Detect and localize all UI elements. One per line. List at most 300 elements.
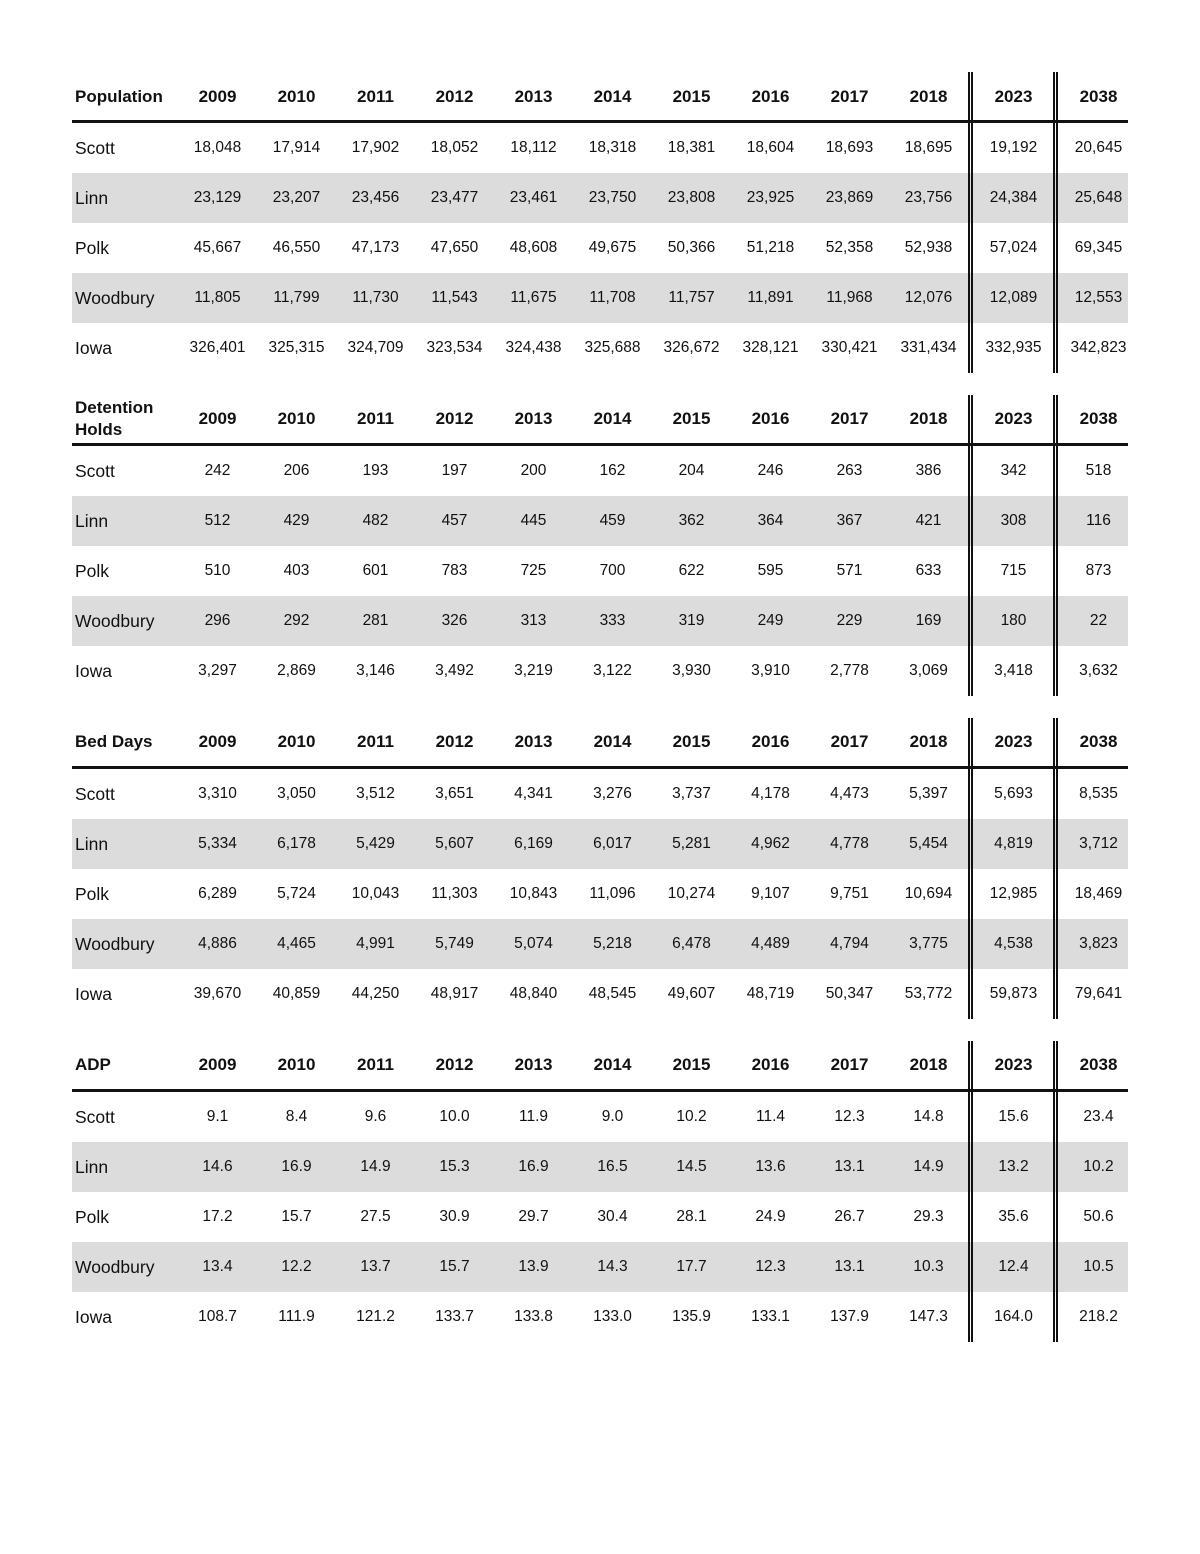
row-label: Iowa — [75, 660, 112, 681]
data-cell: 5,281 — [672, 835, 711, 852]
data-cell: 246 — [757, 462, 784, 479]
data-cell: 197 — [441, 462, 468, 479]
data-cell: 6,178 — [277, 835, 316, 852]
data-cell: 11,096 — [589, 885, 636, 902]
projection-cell: 12,553 — [1074, 289, 1123, 306]
data-cell: 10.0 — [439, 1108, 470, 1125]
data-cell: 323,534 — [426, 339, 483, 356]
data-cell: 5,724 — [277, 885, 316, 902]
data-cell: 3,492 — [435, 662, 474, 679]
row-label: Polk — [75, 883, 110, 904]
double-rule-divider — [1053, 718, 1058, 1019]
data-cell: 133.1 — [751, 1308, 790, 1325]
row-label: Scott — [75, 1106, 115, 1127]
data-cell: 512 — [204, 512, 231, 529]
data-cell: 11,891 — [747, 289, 794, 306]
data-cell: 24.9 — [755, 1208, 786, 1225]
data-cell: 23,925 — [746, 189, 795, 206]
table-detention-holds — [72, 395, 1128, 696]
year-header: 2018 — [909, 1055, 948, 1074]
data-cell: 46,550 — [272, 239, 321, 256]
data-cell: 23,477 — [430, 189, 479, 206]
data-cell: 18,112 — [510, 139, 557, 156]
data-cell: 4,341 — [514, 785, 553, 802]
projection-cell: 18,469 — [1074, 885, 1123, 902]
projection-cell: 13.2 — [998, 1158, 1029, 1175]
projection-cell: 164.0 — [994, 1308, 1033, 1325]
data-cell: 14.9 — [360, 1158, 391, 1175]
double-rule-divider — [1053, 1041, 1058, 1342]
data-cell: 3,069 — [909, 662, 948, 679]
data-cell: 47,650 — [430, 239, 479, 256]
year-header: 2017 — [830, 409, 869, 428]
double-rule-divider — [968, 1041, 973, 1342]
year-header: 2018 — [909, 732, 948, 751]
row-label: Polk — [75, 237, 110, 258]
data-cell: 10.2 — [676, 1108, 707, 1125]
data-cell: 9,751 — [830, 885, 869, 902]
year-header: 2012 — [435, 732, 474, 751]
data-cell: 133.8 — [514, 1308, 553, 1325]
projection-cell: 12,985 — [989, 885, 1038, 902]
data-cell: 18,052 — [430, 139, 479, 156]
data-cell: 13.7 — [360, 1258, 391, 1275]
projection-cell: 24,384 — [989, 189, 1038, 206]
double-rule-divider — [968, 72, 973, 373]
data-cell: 26.7 — [834, 1208, 865, 1225]
data-cell: 30.4 — [597, 1208, 628, 1225]
data-cell: 249 — [757, 612, 784, 629]
data-cell: 23,869 — [825, 189, 874, 206]
year-header: 2012 — [435, 409, 474, 428]
year-header: 2012 — [435, 87, 474, 106]
data-cell: 725 — [520, 562, 547, 579]
year-header: 2010 — [277, 409, 316, 428]
projection-cell: 5,693 — [994, 785, 1033, 802]
year-header: 2009 — [198, 732, 237, 751]
data-cell: 10,843 — [509, 885, 558, 902]
data-cell: 29.7 — [518, 1208, 549, 1225]
data-cell: 510 — [204, 562, 231, 579]
row-label: Iowa — [75, 1306, 112, 1327]
data-cell: 4,962 — [751, 835, 790, 852]
data-cell: 3,122 — [593, 662, 632, 679]
data-cell: 457 — [441, 512, 468, 529]
double-rule-divider — [1053, 72, 1058, 373]
data-cell: 16.9 — [518, 1158, 549, 1175]
data-cell: 10.3 — [913, 1258, 944, 1275]
data-cell: 11,675 — [510, 289, 557, 306]
data-cell: 9,107 — [751, 885, 790, 902]
data-cell: 4,489 — [751, 935, 790, 952]
projection-cell: 15.6 — [998, 1108, 1029, 1125]
data-cell: 5,454 — [909, 835, 948, 852]
data-cell: 18,604 — [746, 139, 795, 156]
data-cell: 23,129 — [193, 189, 242, 206]
data-cell: 6,289 — [198, 885, 237, 902]
data-cell: 48,545 — [588, 985, 637, 1002]
data-cell: 50,366 — [667, 239, 716, 256]
data-cell: 11.9 — [518, 1108, 549, 1125]
projection-cell: 12,089 — [989, 289, 1038, 306]
data-cell: 242 — [204, 462, 231, 479]
data-cell: 421 — [915, 512, 942, 529]
year-header: 2011 — [357, 732, 394, 751]
data-cell: 11,708 — [589, 289, 636, 306]
row-label: Linn — [75, 1156, 109, 1177]
table-title: Detention Holds — [75, 398, 154, 439]
data-cell: 48,917 — [430, 985, 479, 1002]
year-header: 2010 — [277, 87, 316, 106]
year-header: 2016 — [751, 87, 790, 106]
data-cell: 292 — [283, 612, 310, 629]
row-label: Scott — [75, 460, 115, 481]
tables-page — [72, 72, 1128, 1364]
data-cell: 13.6 — [755, 1158, 786, 1175]
row-label: Polk — [75, 1206, 110, 1227]
year-header: 2015 — [672, 87, 711, 106]
projection-cell: 19,192 — [989, 139, 1038, 156]
data-cell: 12.3 — [834, 1108, 865, 1125]
data-cell: 23,750 — [588, 189, 637, 206]
year-header: 2013 — [514, 1055, 553, 1074]
data-cell: 17,902 — [351, 139, 400, 156]
data-cell: 324,709 — [347, 339, 404, 356]
data-cell: 571 — [836, 562, 863, 579]
projection-cell: 8,535 — [1079, 785, 1118, 802]
year-header: 2015 — [672, 1055, 711, 1074]
projection-cell: 12.4 — [998, 1258, 1029, 1275]
data-cell: 169 — [915, 612, 942, 629]
data-cell: 622 — [678, 562, 705, 579]
data-cell: 18,048 — [193, 139, 242, 156]
data-cell: 11,799 — [273, 289, 320, 306]
data-cell: 3,512 — [356, 785, 395, 802]
data-cell: 4,778 — [830, 835, 869, 852]
year-header: 2010 — [277, 1055, 316, 1074]
data-cell: 3,219 — [514, 662, 553, 679]
year-header: 2015 — [672, 409, 711, 428]
data-cell: 263 — [836, 462, 863, 479]
data-cell: 48,608 — [509, 239, 558, 256]
projection-cell: 20,645 — [1074, 139, 1123, 156]
data-cell: 29.3 — [913, 1208, 944, 1225]
data-cell: 147.3 — [909, 1308, 948, 1325]
data-cell: 3,910 — [751, 662, 790, 679]
year-header: 2014 — [593, 732, 632, 751]
year-header: 2013 — [514, 87, 553, 106]
data-cell: 17.2 — [202, 1208, 233, 1225]
year-header: 2009 — [198, 409, 237, 428]
row-label: Woodbury — [75, 610, 155, 631]
row-label: Linn — [75, 510, 109, 531]
year-header: 2010 — [277, 732, 316, 751]
year-header: 2013 — [514, 409, 553, 428]
data-cell: 48,840 — [509, 985, 558, 1002]
projection-cell: 69,345 — [1074, 239, 1123, 256]
data-cell: 39,670 — [193, 985, 242, 1002]
data-cell: 111.9 — [278, 1308, 315, 1325]
data-cell: 13.1 — [834, 1158, 865, 1175]
data-cell: 403 — [283, 562, 310, 579]
row-label: Linn — [75, 187, 109, 208]
projection-cell: 59,873 — [989, 985, 1038, 1002]
row-label: Woodbury — [75, 1256, 155, 1277]
data-cell: 23,461 — [509, 189, 558, 206]
data-cell: 296 — [204, 612, 231, 629]
projection-cell: 10.2 — [1083, 1158, 1114, 1175]
data-cell: 633 — [915, 562, 942, 579]
projection-cell: 873 — [1085, 562, 1112, 579]
data-cell: 14.3 — [597, 1258, 628, 1275]
data-cell: 18,318 — [588, 139, 637, 156]
data-cell: 121.2 — [356, 1308, 395, 1325]
data-cell: 137.9 — [830, 1308, 869, 1325]
data-cell: 328,121 — [742, 339, 799, 356]
projection-cell: 180 — [1000, 612, 1027, 629]
double-rule-divider — [968, 395, 973, 696]
data-cell: 49,675 — [588, 239, 637, 256]
data-cell: 206 — [283, 462, 310, 479]
data-cell: 17.7 — [676, 1258, 707, 1275]
projection-header: 2023 — [994, 732, 1033, 751]
data-cell: 50,347 — [825, 985, 874, 1002]
row-label: Polk — [75, 560, 110, 581]
data-cell: 18,695 — [904, 139, 953, 156]
row-label: Scott — [75, 137, 115, 158]
data-cell: 14.5 — [676, 1158, 707, 1175]
projection-cell: 116 — [1086, 512, 1111, 529]
data-cell: 8.4 — [285, 1108, 308, 1125]
data-cell: 133.7 — [435, 1308, 474, 1325]
data-cell: 9.6 — [364, 1108, 387, 1125]
table-population — [72, 72, 1128, 373]
data-cell: 12.3 — [755, 1258, 786, 1275]
data-cell: 367 — [836, 512, 863, 529]
data-cell: 16.9 — [281, 1158, 312, 1175]
projection-cell: 342 — [1000, 462, 1027, 479]
data-cell: 48,719 — [746, 985, 795, 1002]
data-cell: 595 — [757, 562, 784, 579]
projection-cell: 4,819 — [994, 835, 1033, 852]
projection-cell: 57,024 — [989, 239, 1038, 256]
data-cell: 108.7 — [198, 1308, 237, 1325]
data-cell: 200 — [520, 462, 547, 479]
data-cell: 18,693 — [825, 139, 874, 156]
row-label: Linn — [75, 833, 109, 854]
data-cell: 40,859 — [272, 985, 321, 1002]
data-cell: 783 — [441, 562, 468, 579]
data-cell: 23,456 — [351, 189, 400, 206]
data-cell: 326 — [441, 612, 468, 629]
data-cell: 5,607 — [435, 835, 474, 852]
projection-cell: 332,935 — [985, 339, 1042, 356]
data-cell: 15.7 — [281, 1208, 312, 1225]
data-cell: 162 — [599, 462, 626, 479]
year-header: 2013 — [514, 732, 553, 751]
data-cell: 11,730 — [352, 289, 399, 306]
data-cell: 11,805 — [194, 289, 241, 306]
data-cell: 9.1 — [206, 1108, 229, 1125]
data-cell: 15.7 — [439, 1258, 470, 1275]
projection-cell: 3,418 — [994, 662, 1033, 679]
data-cell: 4,178 — [751, 785, 790, 802]
table-bed-days — [72, 718, 1128, 1019]
data-cell: 4,991 — [356, 935, 395, 952]
projection-header: 2038 — [1079, 1055, 1118, 1074]
year-header: 2016 — [751, 1055, 790, 1074]
data-cell: 47,173 — [351, 239, 400, 256]
data-cell: 28.1 — [676, 1208, 707, 1225]
data-cell: 386 — [915, 462, 942, 479]
row-label: Woodbury — [75, 933, 155, 954]
data-cell: 51,218 — [746, 239, 795, 256]
year-header: 2012 — [435, 1055, 474, 1074]
data-cell: 11.4 — [755, 1108, 786, 1125]
data-cell: 23,756 — [904, 189, 953, 206]
projection-cell: 3,712 — [1079, 835, 1118, 852]
data-cell: 52,938 — [904, 239, 953, 256]
projection-cell: 3,632 — [1079, 662, 1118, 679]
projection-cell: 342,823 — [1070, 339, 1127, 356]
data-cell: 5,334 — [198, 835, 237, 852]
data-cell: 362 — [678, 512, 705, 529]
data-cell: 11,303 — [431, 885, 478, 902]
data-cell: 281 — [362, 612, 389, 629]
data-cell: 324,438 — [505, 339, 562, 356]
data-cell: 49,607 — [667, 985, 716, 1002]
data-cell: 135.9 — [672, 1308, 711, 1325]
data-cell: 13.9 — [518, 1258, 549, 1275]
data-cell: 3,310 — [198, 785, 237, 802]
year-header: 2011 — [357, 409, 394, 428]
year-header: 2018 — [909, 87, 948, 106]
year-header: 2016 — [751, 732, 790, 751]
data-cell: 325,688 — [584, 339, 641, 356]
data-cell: 30.9 — [439, 1208, 470, 1225]
data-cell: 482 — [362, 512, 389, 529]
data-cell: 11,968 — [826, 289, 873, 306]
year-header: 2016 — [751, 409, 790, 428]
projection-cell: 10.5 — [1083, 1258, 1114, 1275]
double-rule-divider — [968, 718, 973, 1019]
data-cell: 3,651 — [435, 785, 474, 802]
data-cell: 17,914 — [272, 139, 321, 156]
data-cell: 2,778 — [830, 662, 869, 679]
year-header: 2018 — [909, 409, 948, 428]
data-cell: 204 — [678, 462, 705, 479]
year-header: 2017 — [830, 732, 869, 751]
row-label: Iowa — [75, 983, 112, 1004]
projection-cell: 715 — [1000, 562, 1027, 579]
data-cell: 18,381 — [667, 139, 716, 156]
table-adp — [72, 1041, 1128, 1342]
data-cell: 6,478 — [672, 935, 711, 952]
data-cell: 325,315 — [268, 339, 325, 356]
projection-cell: 518 — [1085, 462, 1112, 479]
projection-cell: 25,648 — [1074, 189, 1123, 206]
projection-header: 2023 — [994, 1055, 1033, 1074]
projection-cell: 35.6 — [998, 1208, 1029, 1225]
data-cell: 3,146 — [356, 662, 395, 679]
data-cell: 133.0 — [593, 1308, 632, 1325]
data-cell: 12.2 — [281, 1258, 312, 1275]
projection-cell: 50.6 — [1083, 1208, 1114, 1225]
data-cell: 10,694 — [904, 885, 953, 902]
data-cell: 4,465 — [277, 935, 316, 952]
row-label: Woodbury — [75, 287, 155, 308]
data-cell: 6,169 — [514, 835, 553, 852]
year-header: 2014 — [593, 87, 632, 106]
projection-cell: 3,823 — [1079, 935, 1118, 952]
data-cell: 11,757 — [668, 289, 715, 306]
data-cell: 9.0 — [601, 1108, 624, 1125]
data-cell: 193 — [362, 462, 389, 479]
data-cell: 52,358 — [825, 239, 874, 256]
data-cell: 313 — [520, 612, 547, 629]
year-header: 2009 — [198, 87, 237, 106]
table-title: Population — [75, 87, 163, 106]
year-header: 2014 — [593, 409, 632, 428]
projection-cell: 79,641 — [1074, 985, 1123, 1002]
data-cell: 331,434 — [900, 339, 957, 356]
data-cell: 11,543 — [431, 289, 478, 306]
projection-cell: 4,538 — [994, 935, 1033, 952]
data-cell: 2,869 — [277, 662, 316, 679]
year-header: 2015 — [672, 732, 711, 751]
data-cell: 319 — [678, 612, 705, 629]
row-label: Scott — [75, 783, 115, 804]
data-cell: 15.3 — [439, 1158, 470, 1175]
data-cell: 4,794 — [830, 935, 869, 952]
data-cell: 364 — [757, 512, 784, 529]
projection-header: 2023 — [994, 409, 1033, 428]
data-cell: 5,397 — [909, 785, 948, 802]
projection-cell: 218.2 — [1079, 1308, 1118, 1325]
data-cell: 14.8 — [913, 1108, 944, 1125]
data-cell: 700 — [599, 562, 626, 579]
projection-cell: 22 — [1089, 612, 1108, 629]
data-cell: 5,749 — [435, 935, 474, 952]
data-cell: 3,775 — [909, 935, 948, 952]
projection-header: 2038 — [1079, 409, 1118, 428]
projection-header: 2023 — [994, 87, 1033, 106]
table-title: ADP — [75, 1055, 111, 1074]
data-cell: 23,207 — [272, 189, 321, 206]
data-cell: 4,473 — [830, 785, 869, 802]
data-cell: 13.1 — [834, 1258, 865, 1275]
data-cell: 5,218 — [593, 935, 632, 952]
year-header: 2017 — [830, 1055, 869, 1074]
year-header: 2011 — [357, 1055, 394, 1074]
data-cell: 10,043 — [351, 885, 400, 902]
projection-header: 2038 — [1079, 87, 1118, 106]
projection-cell: 308 — [1000, 512, 1027, 529]
data-cell: 229 — [836, 612, 863, 629]
data-cell: 13.4 — [202, 1258, 233, 1275]
year-header: 2014 — [593, 1055, 632, 1074]
year-header: 2009 — [198, 1055, 237, 1074]
data-cell: 23,808 — [667, 189, 716, 206]
data-cell: 330,421 — [821, 339, 878, 356]
projection-cell: 23.4 — [1083, 1108, 1114, 1125]
table-title: Bed Days — [75, 732, 153, 751]
data-cell: 3,297 — [198, 662, 237, 679]
projection-header: 2038 — [1079, 732, 1118, 751]
data-cell: 10,274 — [667, 885, 716, 902]
data-cell: 3,276 — [593, 785, 632, 802]
year-header: 2011 — [357, 87, 394, 106]
